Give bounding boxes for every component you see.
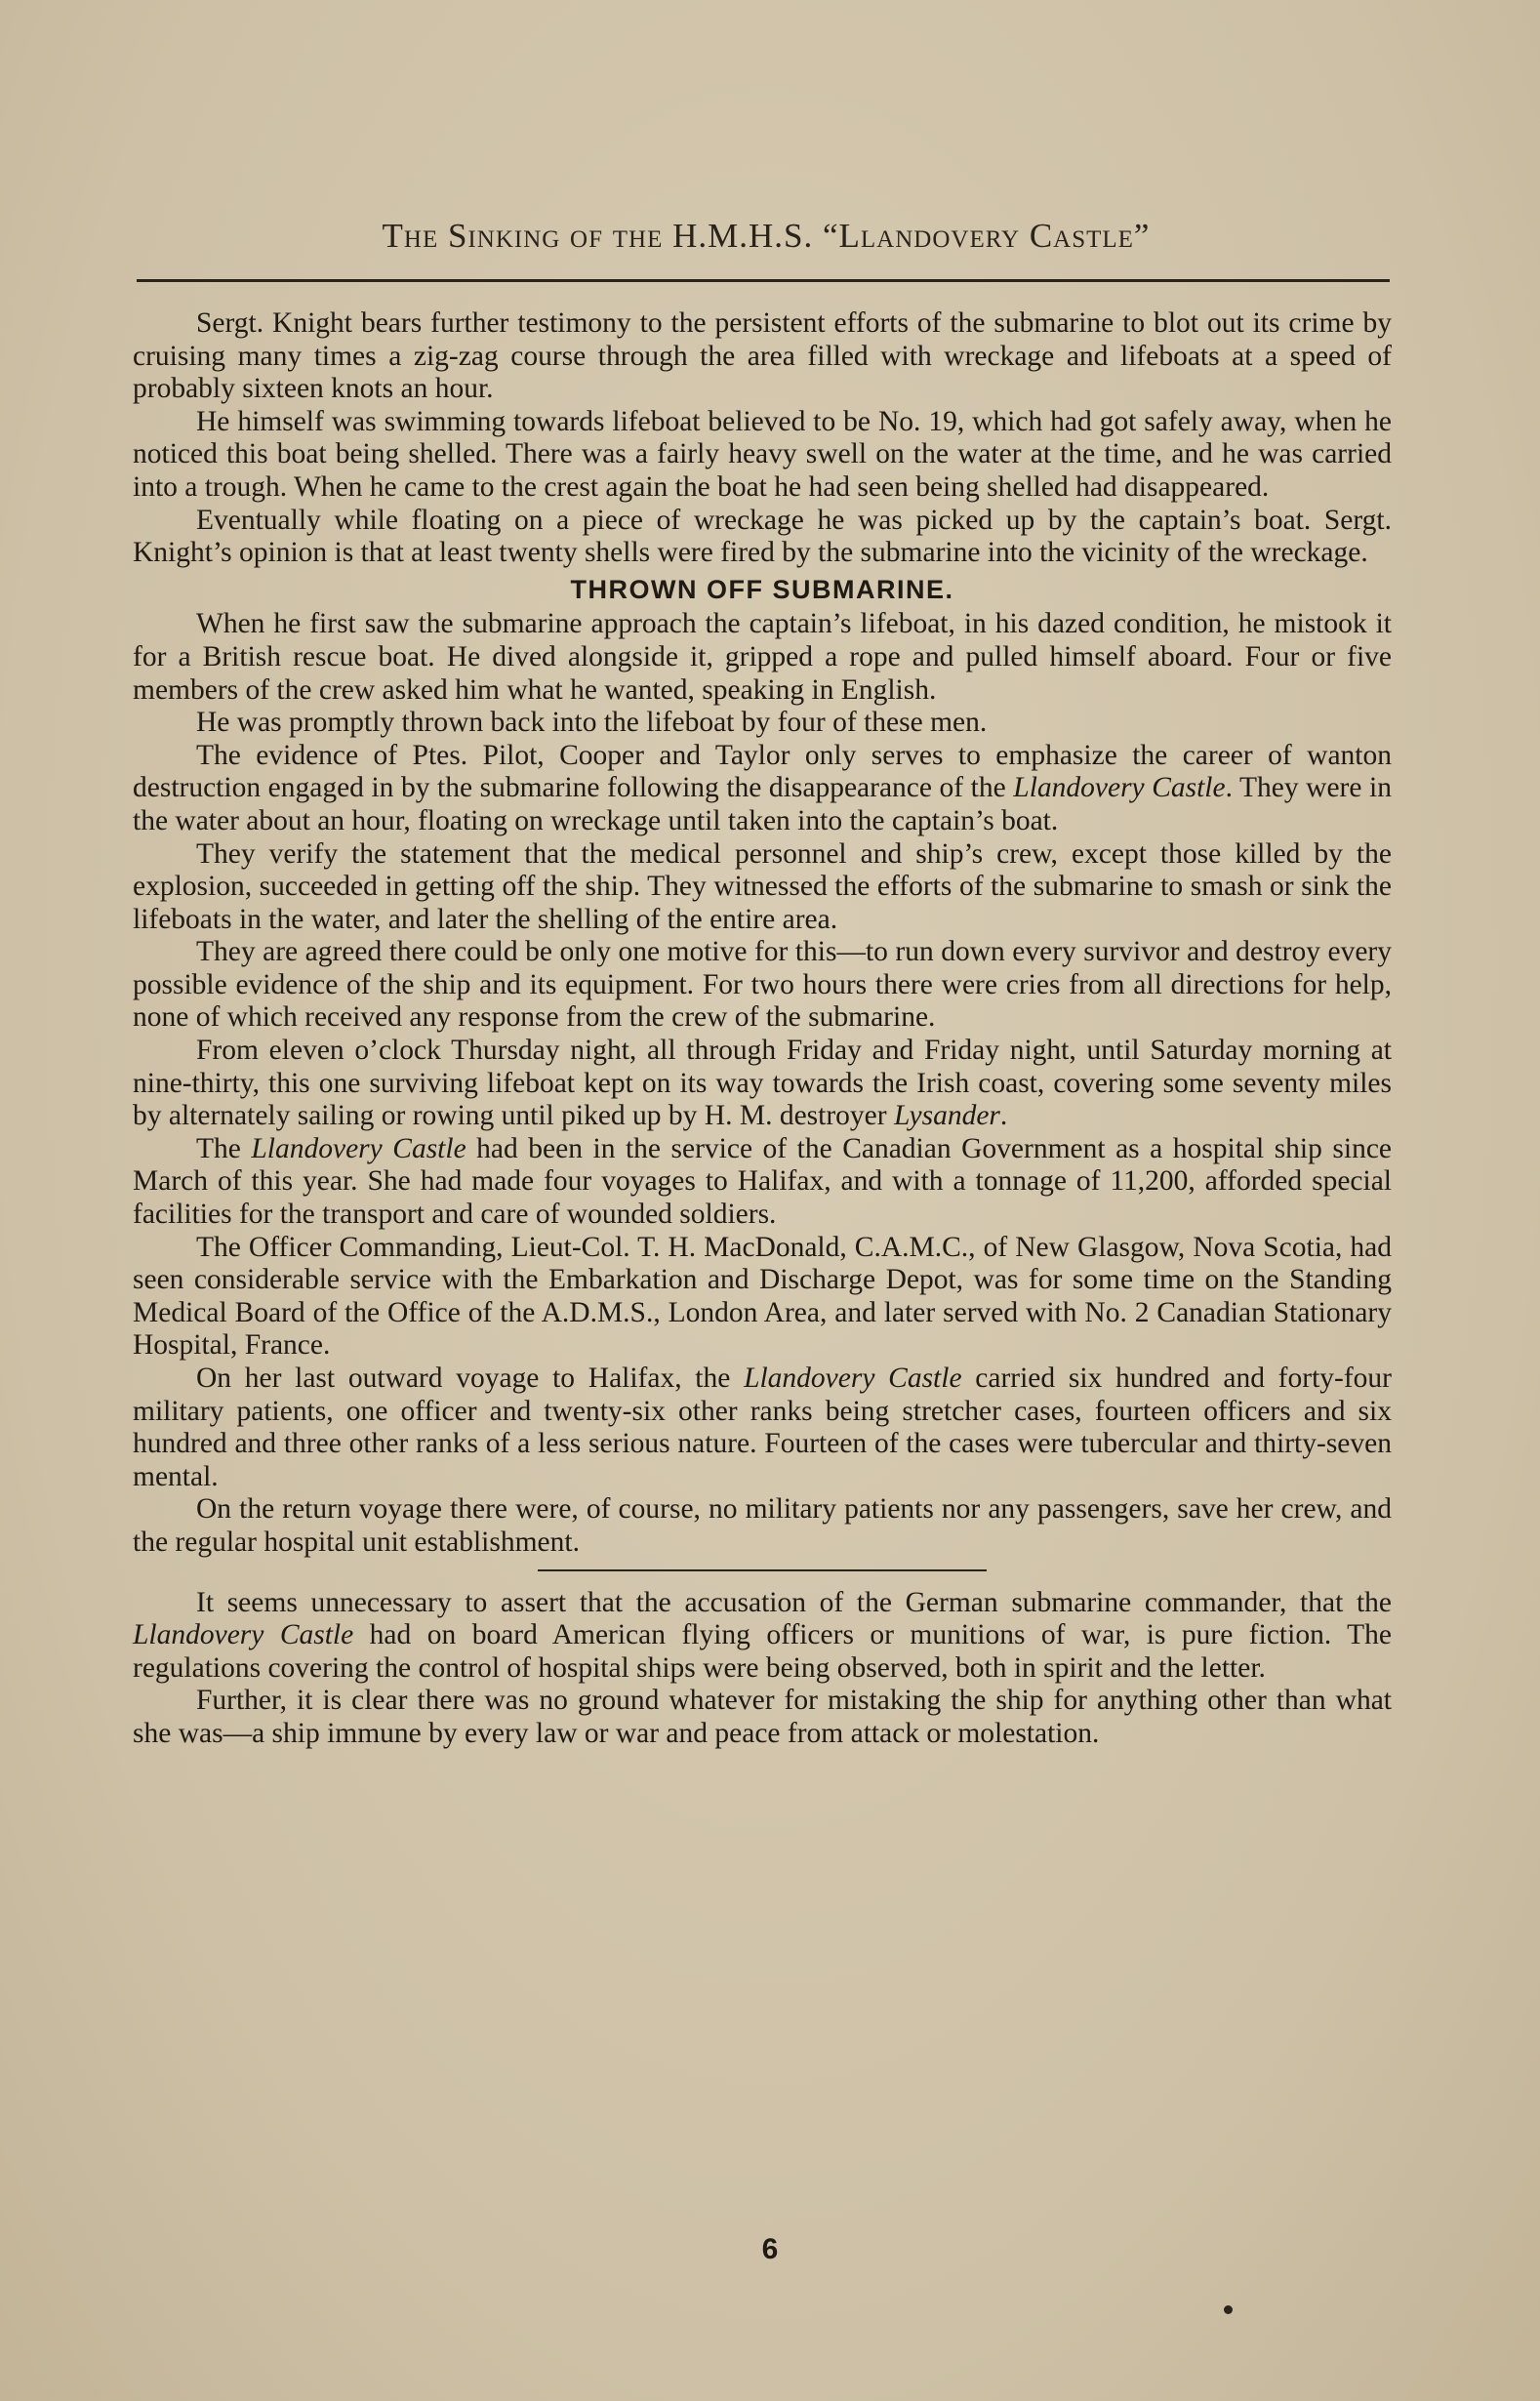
paragraph — [133, 1133, 1392, 1232]
section-divider — [538, 1569, 987, 1571]
paragraph: They verify the statement that the medical personnel and ship’s crew, except those killed by the explosion, succeeded in getting off the ship. They witnessed the efforts of the submarine to smash or sink the lifeboats in the water, and later the shelling of the entire area. — [133, 837, 1392, 935]
paragraph: They are agreed there could be only one motive for this—to run down every survivor and destroy every possible evidence of the ship and its equipment. For two hours there were cries from all directions for help, none of which received any response from the crew of the submarine. — [133, 936, 1392, 1034]
ship-name: Llandovery Castle — [1013, 772, 1226, 804]
paragraph: On the return voyage there were, of course, no military patients nor any passengers, save her crew, and the regular hospital unit establishment. — [133, 1493, 1392, 1558]
text-run: carried six hundred and forty-four military patients, one officer and twenty-six other ranks being stretcher cases, fourteen officers and six hundred and three other ranks of a less serious nature. Fourteen of the cases were tubercular and thirty-seven mental. — [133, 1363, 1392, 1492]
text-run: The evidence of Ptes. Pilot, Cooper and Taylor only serves to emphasize the career of wanton destruction engaged in by the submarine following the disappearance of the — [133, 739, 1392, 804]
paragraph: The Officer Commanding, Lieut-Col. T. H. MacDonald, C.A.M.C., of New Glasgow, Nova Scotia, had seen considerable service with the Embarkation and Discharge Depot, was for some time on the Standing Medical Board of the Office of the A.D.M.S., London Area, and later served with No. 2 Canadian Stationary Hospital, France. — [133, 1231, 1392, 1362]
paragraph — [133, 740, 1392, 838]
ship-name: Llandovery Castle — [133, 1619, 354, 1651]
paragraph — [133, 1363, 1392, 1493]
ink-dot — [1224, 2305, 1233, 2314]
paragraph: He was promptly thrown back into the lifeboat by four of these men. — [196, 707, 988, 739]
text-run: The — [196, 1132, 252, 1164]
ship-name: Llandovery Castle — [251, 1132, 466, 1164]
text-column — [133, 307, 1392, 1751]
ship-name: Lysander — [893, 1100, 1000, 1132]
paragraph: Sergt. Knight bears further testimony to the persistent efforts of the submarine to blot out its crime by cruising many times a zig-zag course through the area filled with wreckage and lifeboats at a speed of probably sixteen knots an hour. — [133, 307, 1392, 405]
text-run: . They were in the water about an hour, floating on wreckage until taken into the captain’s boat. — [133, 772, 1392, 836]
page-number: 6 — [761, 2233, 779, 2265]
header-rule — [137, 279, 1390, 282]
text-run: . — [999, 1100, 1008, 1132]
paragraph — [133, 1587, 1392, 1686]
text-run: On her last outward voyage to Halifax, the — [196, 1363, 745, 1394]
text-run: had on board American flying officers or munitions of war, is pure fiction. The regulations covering the control of hospital ships were being observed, both in spirit and the letter. — [133, 1619, 1392, 1684]
text-run: had been in the service of the Canadian Government as a hospital ship since March of this year. She had made four voyages to Halifax, and with a tonnage of 11,200, afforded special facilities for the transport and care of wounded soldiers. — [133, 1132, 1393, 1231]
text-run: From eleven o’clock Thursday night, all through Friday and Friday night, until Saturday morning at nine-thirty, this one surviving lifeboat kept on its way towards the Irish coast, covering some seventy miles by alternately sailing or rowing until piked up by H. M. destroyer — [133, 1035, 1392, 1132]
paragraph — [133, 1035, 1392, 1133]
paragraph: He himself was swimming towards lifeboat believed to be No. 19, which had got safely away, when he noticed this boat being shelled. There was a fairly heavy swell on the water at the time, and he was carried into a trough. When he came to the crest again the boat he had seen being shelled had disappeared. — [133, 405, 1392, 503]
running-title: The Sinking of the H.M.H.S. “Llandovery Castle” — [382, 217, 1151, 255]
section-heading: THROWN OFF SUBMARINE. — [570, 574, 954, 604]
paragraph: When he first saw the submarine approach the captain’s lifeboat, in his dazed condition, he mistook it for a British rescue boat. He dived alongside it, gripped a rope and pulled himself aboard. Four or five members of the crew asked him what he wanted, speaking in English. — [133, 608, 1392, 706]
paragraph: Further, it is clear there was no ground whatever for mistaking the ship for anything other than what she was—a ship immune by every law or war and peace from attack or molestation. — [133, 1685, 1392, 1749]
text-run: It seems unnecessary to assert that the accusation of the German submarine commander, that the — [196, 1586, 1392, 1618]
ship-name: Llandovery Castle — [744, 1363, 962, 1394]
paragraph: Eventually while floating on a piece of wreckage he was picked up by the captain’s boat. Sergt. Knight’s opinion is that at least twenty shells were fired by the submarine into the vicinity of the wreckage. — [133, 504, 1392, 569]
